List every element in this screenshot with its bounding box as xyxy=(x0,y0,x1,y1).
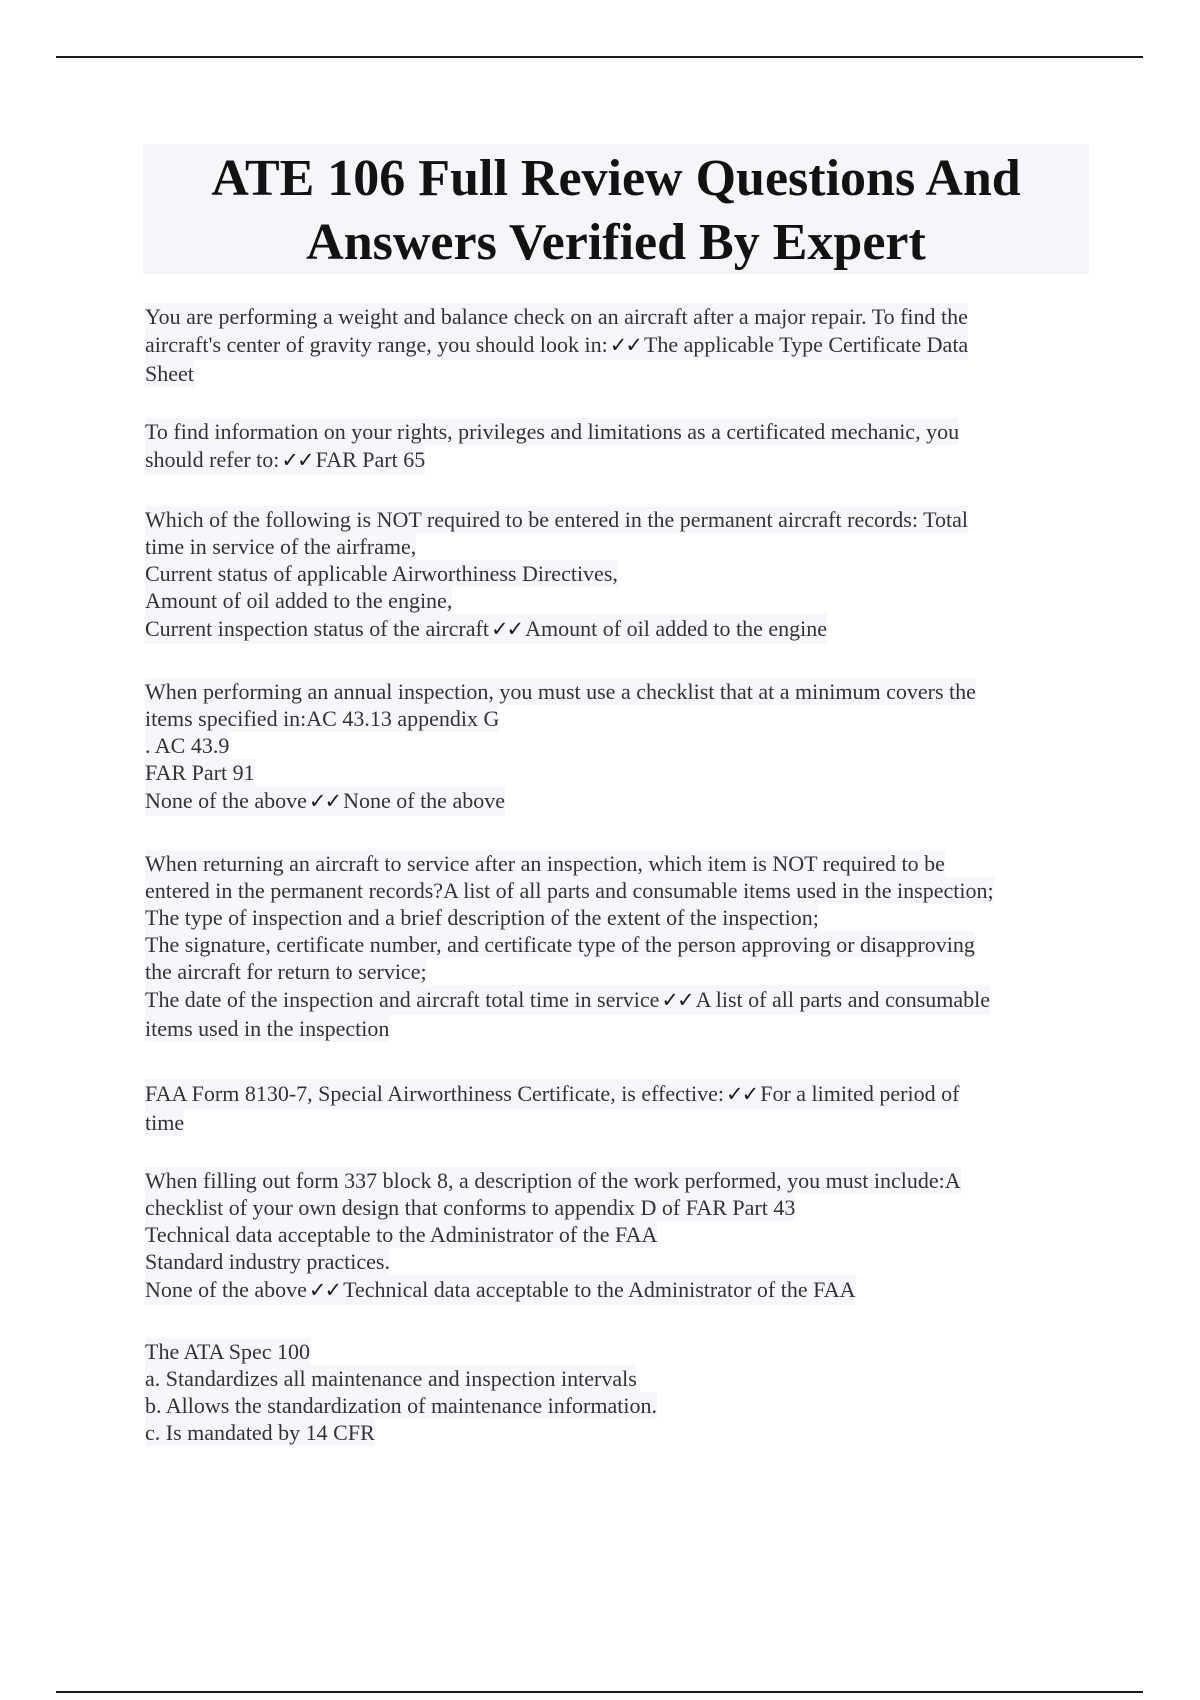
question-text: aircraft's center of gravity range, you should look in: xyxy=(145,332,608,357)
option-text: . AC 43.9 xyxy=(145,733,230,758)
answer-text: For a limited period of xyxy=(760,1081,960,1106)
question-answer-line xyxy=(145,1079,959,1109)
header-rule xyxy=(56,56,1143,58)
question-text: time in service of the airframe, xyxy=(145,534,417,559)
double-check-icon: ✓✓ xyxy=(308,789,341,813)
question-text: When performing an annual inspection, you must use a checklist that at a minimum covers the xyxy=(145,679,976,704)
answer-text: Amount of oil added to the engine xyxy=(525,616,827,641)
option-text: the aircraft for return to service; xyxy=(145,959,427,984)
question-block-2 xyxy=(145,418,1085,475)
question-block-5 xyxy=(145,850,1085,1042)
question-text: To find information on your rights, privileges and limitations as a certificated mechanic, you xyxy=(145,419,960,444)
answer-continuation: time xyxy=(145,1110,185,1135)
question-answer-line xyxy=(145,985,990,1015)
option-text: c. Is mandated by 14 CFR xyxy=(145,1420,375,1445)
question-text: items specified in:AC 43.13 appendix G xyxy=(145,706,500,731)
answer-text: None of the above xyxy=(343,788,505,813)
double-check-icon: ✓✓ xyxy=(609,333,641,357)
question-text: Which of the following is NOT required to be entered in the permanent aircraft records: Total xyxy=(145,507,968,532)
question-text: checklist of your own design that conforms to appendix D of FAR Part 43 xyxy=(145,1195,796,1220)
answer-continuation: Sheet xyxy=(145,361,194,386)
question-text: The ATA Spec 100 xyxy=(145,1339,311,1364)
question-text: entered in the permanent records?A list of all parts and consumable items used in the inspection; xyxy=(145,878,994,903)
answer-text: The applicable Type Certificate Data xyxy=(643,332,969,357)
answer-text: Technical data acceptable to the Administrator of the FAA xyxy=(343,1277,856,1302)
option-text: None of the above xyxy=(145,788,307,813)
question-text: You are performing a weight and balance check on an aircraft after a major repair. To find the xyxy=(145,304,968,329)
question-answer-line xyxy=(145,330,968,360)
question-block-8 xyxy=(145,1338,1085,1446)
option-text: Current status of applicable Airworthiness Directives, xyxy=(145,561,618,586)
question-block-3 xyxy=(145,506,1085,644)
option-text: Technical data acceptable to the Administrator of the FAA xyxy=(145,1222,658,1247)
option-text: The type of inspection and a brief description of the extent of the inspection; xyxy=(145,905,819,930)
double-check-icon: ✓✓ xyxy=(490,617,523,641)
question-answer-line xyxy=(145,1275,856,1305)
question-block-6 xyxy=(145,1079,1085,1136)
footer-rule xyxy=(56,1691,1143,1693)
question-text: When returning an aircraft to service after an inspection, which item is NOT required to be xyxy=(145,851,945,876)
question-block-7 xyxy=(145,1167,1085,1305)
question-text: FAA Form 8130-7, Special Airworthiness Certificate, is effective: xyxy=(145,1081,725,1106)
option-text: Standard industry practices. xyxy=(145,1249,390,1274)
document-title xyxy=(143,144,1089,275)
question-block-1 xyxy=(145,303,1085,387)
option-text: Current inspection status of the aircraft xyxy=(145,616,489,641)
option-text: The signature, certificate number, and certificate type of the person approving or disapproving xyxy=(145,932,975,957)
double-check-icon: ✓✓ xyxy=(308,1278,341,1302)
question-text: When filling out form 337 block 8, a description of the work performed, you must include:A xyxy=(145,1168,961,1193)
answer-text: A list of all parts and consumable xyxy=(695,987,991,1012)
question-answer-line xyxy=(145,614,827,644)
question-answer-line xyxy=(145,445,425,475)
answer-continuation: items used in the inspection xyxy=(145,1016,390,1041)
option-text: Amount of oil added to the engine, xyxy=(145,588,453,613)
document-title-line-1: ATE 106 Full Review Questions And xyxy=(211,150,1021,207)
question-answer-line xyxy=(145,786,505,816)
double-check-icon: ✓✓ xyxy=(726,1082,758,1106)
option-text: The date of the inspection and aircraft total time in service xyxy=(145,987,660,1012)
option-text: b. Allows the standardization of maintenance information. xyxy=(145,1393,657,1418)
double-check-icon: ✓✓ xyxy=(661,988,693,1012)
double-check-icon: ✓✓ xyxy=(281,448,313,472)
answer-text: FAR Part 65 xyxy=(315,447,426,472)
document-title-line-2: Answers Verified By Expert xyxy=(306,214,926,271)
option-text: a. Standardizes all maintenance and inspection intervals xyxy=(145,1366,637,1391)
title-banner xyxy=(143,144,1089,274)
option-text: None of the above xyxy=(145,1277,307,1302)
option-text: FAR Part 91 xyxy=(145,760,255,785)
question-block-4 xyxy=(145,678,1085,816)
question-text: should refer to: xyxy=(145,447,280,472)
